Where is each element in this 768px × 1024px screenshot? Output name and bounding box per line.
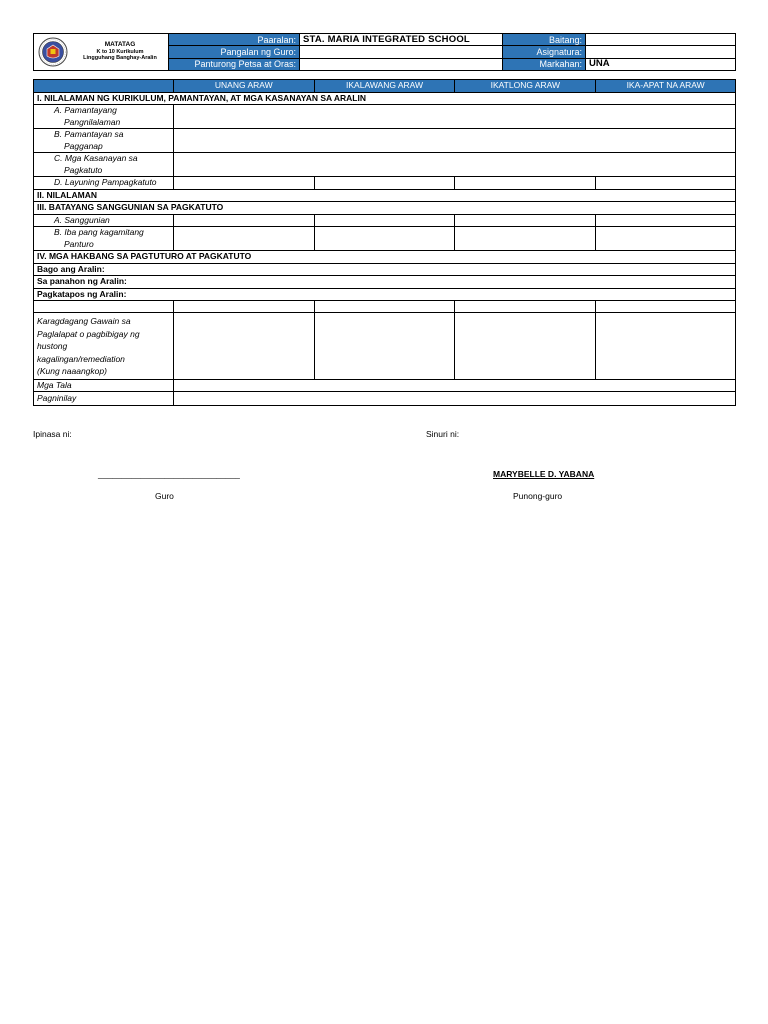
row-kagamitang-panturo — [34, 227, 736, 251]
input-layunin-day2[interactable] — [314, 177, 455, 190]
section-4-title: IV. MGA HAKBANG SA PAGTUTURO AT PAGKATUTO — [34, 251, 736, 264]
markahan-label: Markahan: — [503, 58, 586, 70]
baitang-field[interactable] — [586, 34, 736, 46]
label-line: Pangnilalaman — [64, 116, 121, 127]
label-mga-tala: Mga Tala — [34, 379, 174, 392]
logo-text — [72, 42, 168, 62]
label-line: Paglalapat o pagbibigay ng — [37, 328, 140, 339]
petsa-label: Panturong Petsa at Oras: — [169, 58, 300, 70]
label-line: kagalingan/remediation — [37, 353, 125, 364]
label-pamantayang-pangnilalaman — [34, 105, 174, 129]
input-pagninilay[interactable] — [173, 392, 735, 406]
logo-line2: K to 10 Kurikulum — [96, 48, 144, 55]
row-sanggunian — [34, 214, 736, 227]
input-blank-day1[interactable] — [173, 301, 314, 313]
row-pamantayang-pangnilalaman — [34, 105, 736, 129]
label-line: Panturo — [64, 238, 94, 249]
input-sanggunian-day2[interactable] — [314, 214, 455, 227]
input-kagamitan-day3[interactable] — [455, 227, 596, 251]
guro-role: Guro — [155, 491, 174, 501]
input-layunin-day3[interactable] — [455, 177, 596, 190]
guro-field[interactable] — [300, 46, 503, 58]
principal-role: Punong-guro — [513, 491, 563, 501]
section-2-title: II. NILALAMAN — [34, 189, 736, 202]
baitang-label: Baitang: — [503, 34, 586, 46]
section-3-row — [34, 202, 736, 215]
logo-cell — [34, 34, 169, 71]
label-line: Karagdagang Gawain sa — [37, 316, 131, 326]
label-line: Pagganap — [64, 140, 103, 151]
label-kasanayan-pagkatuto — [34, 153, 174, 177]
row-blank — [34, 301, 736, 313]
day-3-header: IKATLONG ARAW — [455, 80, 596, 93]
guro-signature-line: ______________________________ — [98, 469, 240, 479]
input-kagamitan-day4[interactable] — [596, 227, 736, 251]
label-sanggunian: A. Sanggunian — [34, 214, 174, 227]
input-kasanayan-pagkatuto[interactable] — [173, 153, 735, 177]
lesson-plan-table — [33, 79, 736, 406]
input-blank-day4[interactable] — [596, 301, 736, 313]
row-bago-aralin — [34, 263, 736, 276]
section-3-title: III. BATAYANG SANGGUNIAN SA PAGKATUTO — [34, 202, 736, 215]
label-line: B. Iba pang kagamitang — [54, 227, 144, 237]
logo-line3: Lingguhang Banghay-Aralin — [83, 55, 157, 62]
section-2-row — [34, 189, 736, 202]
input-sanggunian-day1[interactable] — [173, 214, 314, 227]
label-bago-aralin[interactable]: Bago ang Aralin: — [34, 263, 736, 276]
row-karagdagang-gawain — [34, 313, 736, 380]
input-pamantayan-pagganap[interactable] — [173, 129, 735, 153]
input-karagdagang-day4[interactable] — [596, 313, 736, 380]
day-2-header: IKALAWANG ARAW — [314, 80, 455, 93]
label-line: A. Pamantayang — [54, 105, 117, 115]
row-mga-tala — [34, 379, 736, 392]
paaralan-label: Paaralan: — [169, 34, 300, 46]
day-1-header: UNANG ARAW — [173, 80, 314, 93]
input-blank-day2[interactable] — [314, 301, 455, 313]
section-4-row — [34, 251, 736, 264]
label-pagkatapos-aralin[interactable]: Pagkatapos ng Aralin: — [34, 288, 736, 301]
label-layuning-pampagkatuto: D. Layuning Pampagkatuto — [34, 177, 174, 190]
markahan-field[interactable]: UNA — [586, 58, 736, 70]
label-pamantayan-pagganap — [34, 129, 174, 153]
label-line: hustong — [37, 341, 68, 351]
label-line: Pagkatuto — [64, 164, 103, 175]
row-pagninilay — [34, 392, 736, 406]
logo-line1: MATATAG — [104, 41, 136, 49]
input-kagamitan-day1[interactable] — [173, 227, 314, 251]
deped-seal-icon — [38, 37, 68, 67]
input-sanggunian-day3[interactable] — [455, 214, 596, 227]
input-pamantayang-pangnilalaman[interactable] — [173, 105, 735, 129]
input-mga-tala[interactable] — [173, 379, 735, 392]
section-1-row — [34, 92, 736, 105]
row-pamantayan-pagganap — [34, 129, 736, 153]
petsa-field[interactable] — [300, 58, 503, 70]
principal-name: MARYBELLE D. YABANA — [493, 469, 595, 479]
label-line: (Kung naaangkop) — [37, 366, 107, 376]
input-sanggunian-day4[interactable] — [596, 214, 736, 227]
header-table — [33, 33, 736, 71]
asignatura-label: Asignatura: — [503, 46, 586, 58]
row-panahon-aralin — [34, 276, 736, 289]
blank-cell — [34, 301, 174, 313]
input-kagamitan-day2[interactable] — [314, 227, 455, 251]
ipinasa-label: Ipinasa ni: — [33, 429, 72, 439]
label-pagninilay: Pagninilay — [34, 392, 174, 406]
label-line: B. Pamantayan sa — [54, 129, 124, 139]
label-line: C. Mga Kasanayan sa — [54, 153, 138, 163]
guro-label: Pangalan ng Guro: — [169, 46, 300, 58]
label-panahon-aralin[interactable]: Sa panahon ng Aralin: — [34, 276, 736, 289]
label-karagdagang-gawain — [34, 313, 174, 380]
label-kagamitang-panturo — [34, 227, 174, 251]
input-karagdagang-day3[interactable] — [455, 313, 596, 380]
paaralan-field[interactable]: STA. MARIA INTEGRATED SCHOOL — [300, 34, 503, 46]
asignatura-field[interactable] — [586, 46, 736, 58]
sinuri-label: Sinuri ni: — [426, 429, 460, 439]
corner-cell — [34, 80, 174, 93]
row-layuning-pampagkatuto — [34, 177, 736, 190]
input-karagdagang-day2[interactable] — [314, 313, 455, 380]
day-header-row — [34, 80, 736, 93]
input-karagdagang-day1[interactable] — [173, 313, 314, 380]
row-pagkatapos-aralin — [34, 288, 736, 301]
row-kasanayan-pagkatuto — [34, 153, 736, 177]
input-layunin-day4[interactable] — [596, 177, 736, 190]
input-layunin-day1[interactable] — [173, 177, 314, 190]
day-4-header: IKA-APAT NA ARAW — [596, 80, 736, 93]
input-blank-day3[interactable] — [455, 301, 596, 313]
section-1-title: I. NILALAMAN NG KURIKULUM, PAMANTAYAN, AT MGA KASANAYAN SA ARALIN — [34, 92, 736, 105]
